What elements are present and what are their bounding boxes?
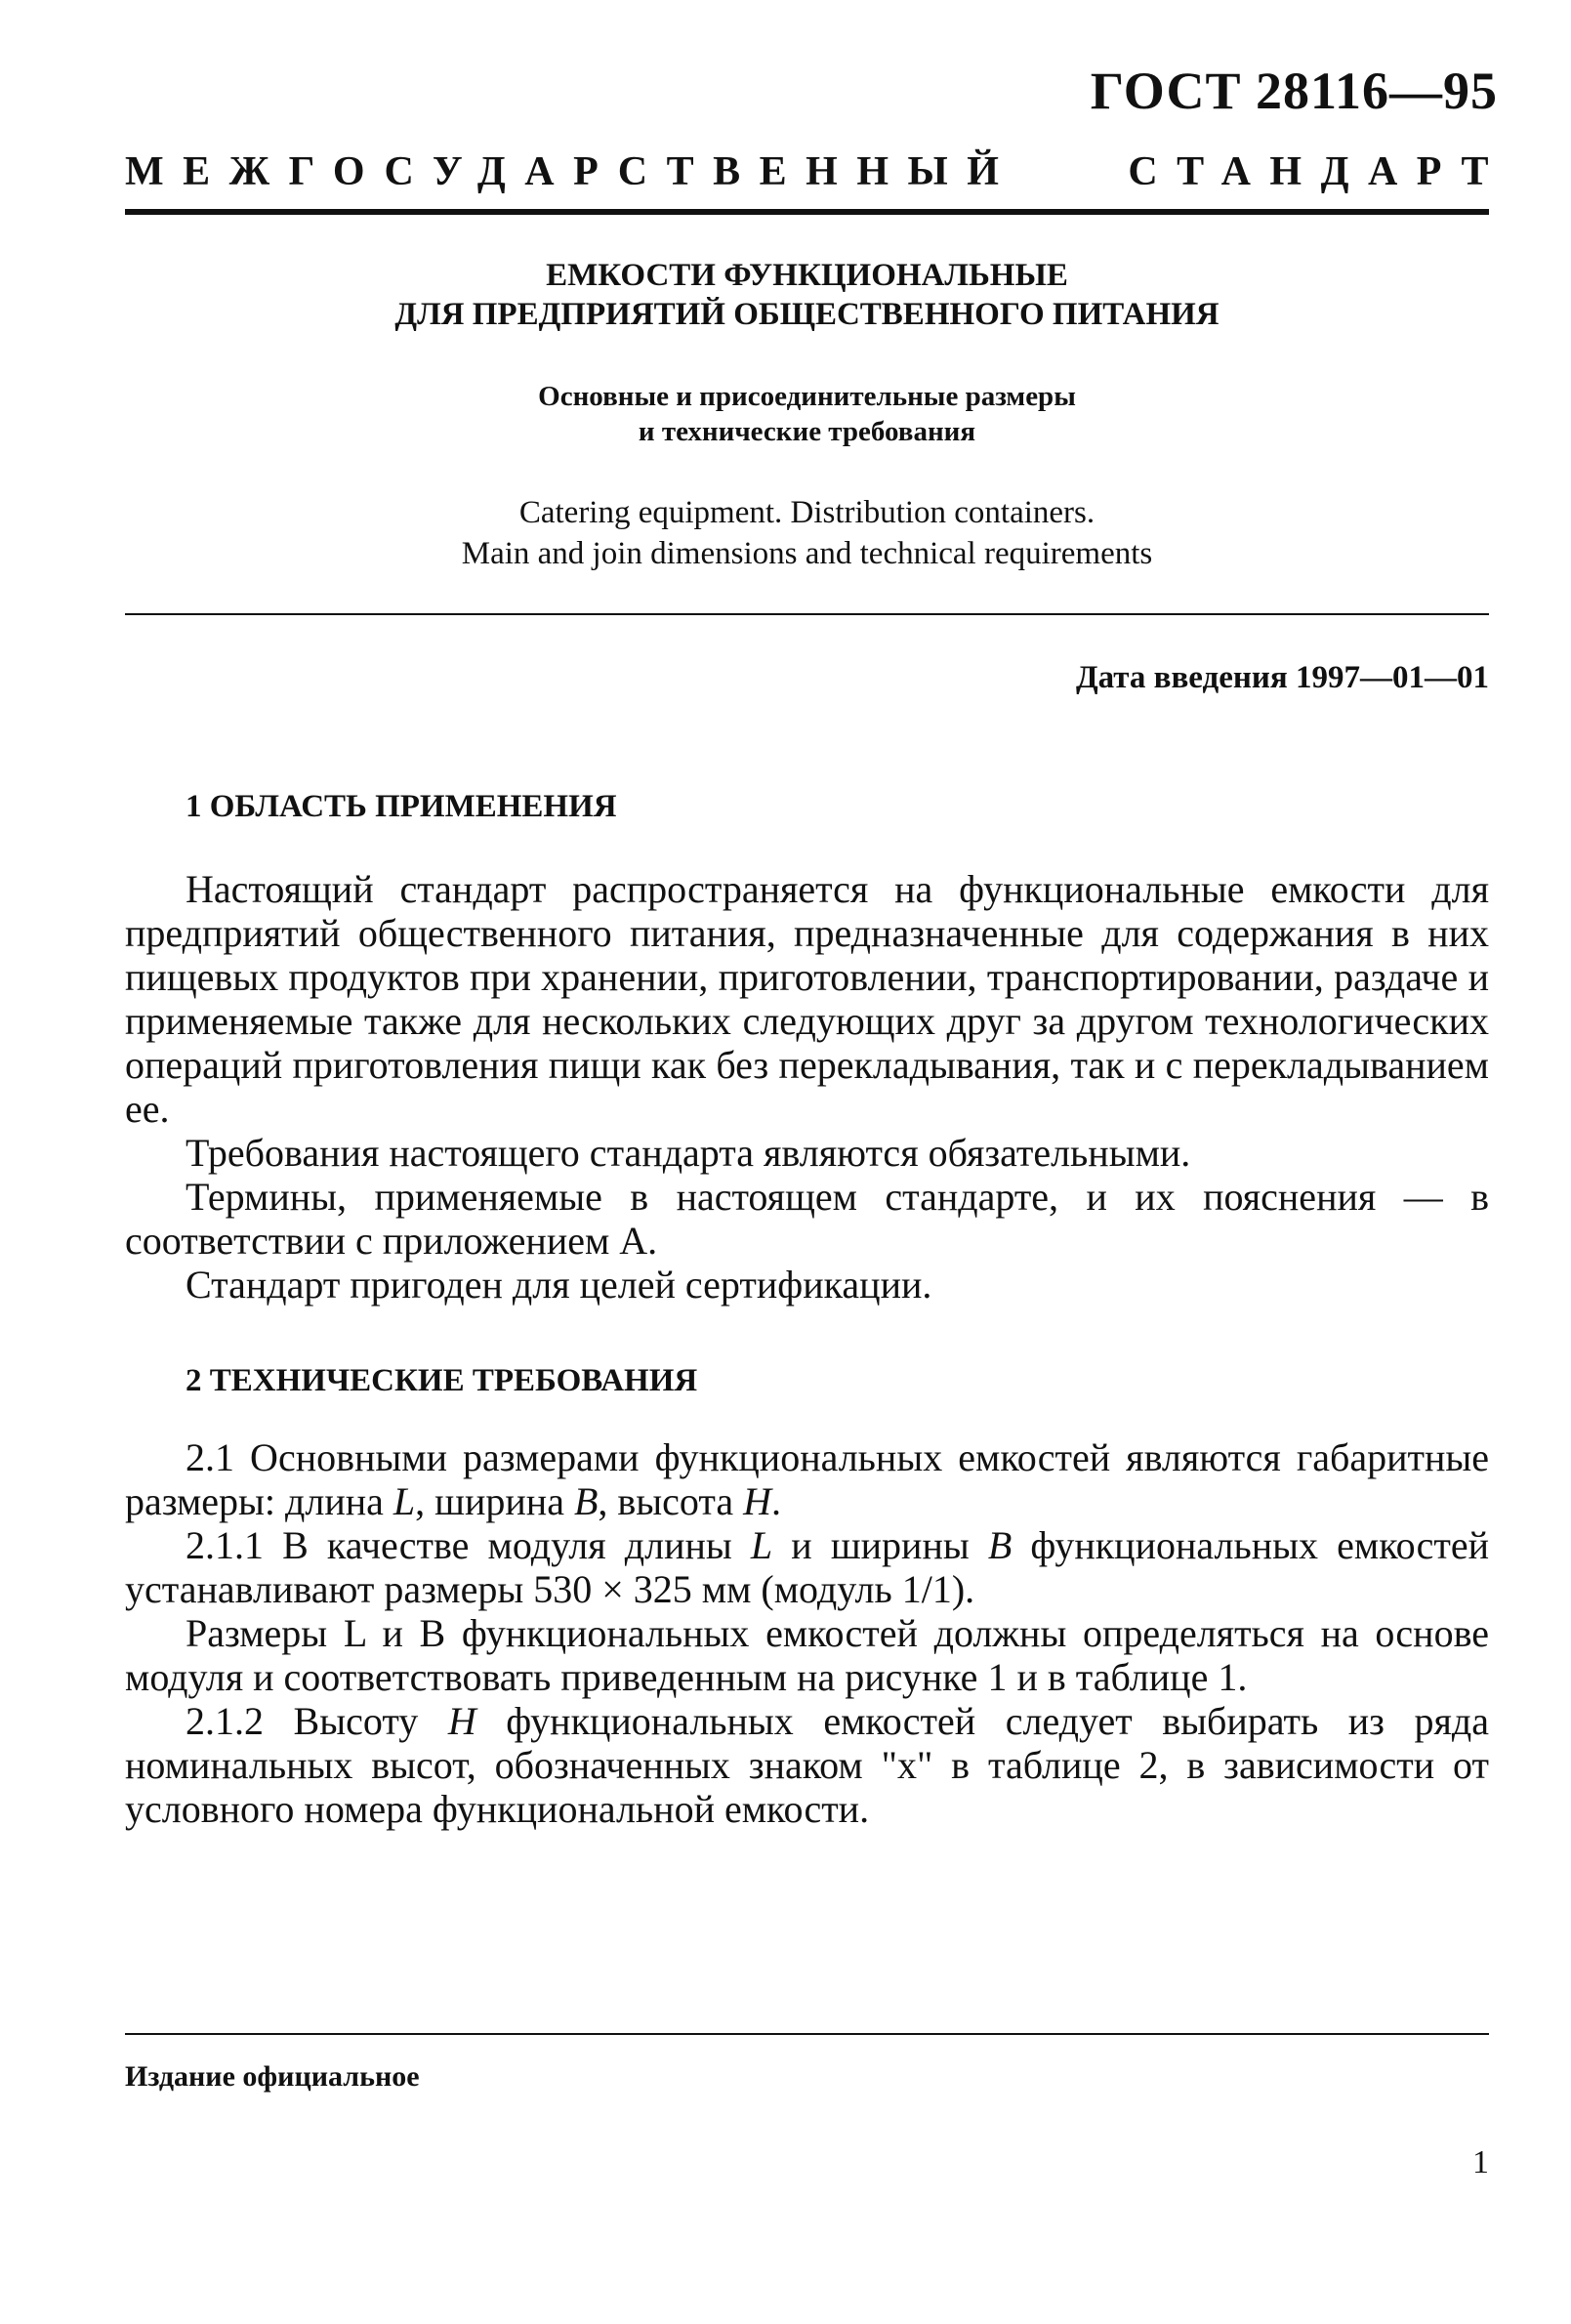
paragraph-2-1-2 [125, 1699, 1489, 1831]
text-run: функциональных емкостей устанавливают размеры 530 × 325 мм (модуль 1/1). [125, 1523, 1489, 1611]
text-run: , ширина [415, 1479, 574, 1523]
header-rule [125, 209, 1489, 215]
section-1-heading: 1 ОБЛАСТЬ ПРИМЕНЕНИЯ [186, 789, 617, 824]
english-title-line-1: Catering equipment. Distribution containers. [518, 495, 1096, 530]
english-title [125, 492, 1489, 574]
symbol-width: B [573, 1479, 599, 1523]
text-run: 2.1 Основными размерами функциональных емкостей являются габаритные размеры: длина [125, 1435, 1489, 1523]
paragraph: Требования настоящего стандарта являются обязательными. [186, 1131, 1191, 1175]
text-run: , высота [598, 1479, 744, 1523]
gost-number: ГОСТ 28116—95 [1090, 62, 1498, 120]
interstate-standard-banner [125, 148, 1508, 195]
document-title [125, 256, 1489, 334]
text-run: 2.1.1 В качестве модуля длины [186, 1523, 751, 1567]
paragraph-dimensions: Размеры L и B функциональных емкостей должны определяться на основе модуля и соответствовать приведенным на рисунке 1 и в таблице 1. [125, 1611, 1489, 1699]
text-run: . [771, 1479, 781, 1523]
interstate-word: МЕЖГОСУДАРСТВЕННЫЙ [125, 149, 1018, 194]
symbol-height: H [743, 1479, 771, 1523]
paragraph: Настоящий стандарт распространяется на функциональные емкости для предприятий общественного питания, предназначенные для содержания в них пищевых продуктов при хранении, приготовлении, транспортировании, раздаче и применяемые также для нескольких следующих друг за другом технологических операций приготовления пищи как без перекладывания, так и с перекладыванием ее. [125, 867, 1489, 1131]
footer-rule [125, 2033, 1489, 2035]
text-run: функциональных емкостей следует выбирать из ряда номинальных высот, обозначенных знаком "х" в таблице 2, в зависимости от условного номера функциональной емкости. [125, 1699, 1490, 1831]
paragraph-2-1-1 [125, 1523, 1489, 1611]
symbol-width: B [987, 1523, 1013, 1567]
title-line-2: ДЛЯ ПРЕДПРИЯТИЙ ОБЩЕСТВЕННОГО ПИТАНИЯ [394, 297, 1220, 332]
subtitle-line-1: Основные и присоединительные размеры [538, 381, 1076, 412]
official-edition-label: Издание официальное [125, 2060, 420, 2093]
page-number: 1 [1472, 2144, 1489, 2180]
paragraph-2-1 [125, 1435, 1489, 1523]
subtitle-line-2: и технические требования [638, 416, 976, 447]
section-2-heading: 2 ТЕХНИЧЕСКИЕ ТРЕБОВАНИЯ [186, 1363, 698, 1398]
paragraph: Стандарт пригоден для целей сертификации. [186, 1263, 932, 1307]
symbol-length: L [750, 1523, 773, 1567]
text-run: 2.1.2 Высоту [186, 1699, 448, 1743]
intro-date: Дата введения 1997—01—01 [1075, 660, 1489, 695]
title-line-1: ЕМКОСТИ ФУНКЦИОНАЛЬНЫЕ [546, 258, 1068, 293]
text-run: и ширины [772, 1523, 988, 1567]
title-rule [125, 613, 1489, 615]
section-1-body [125, 867, 1489, 1307]
paragraph: Термины, применяемые в настоящем стандарте, и их пояснения — в соответствии с приложением А. [125, 1175, 1489, 1263]
section-2-body [125, 1435, 1489, 1831]
standard-word: СТАНДАРТ [1128, 149, 1508, 194]
symbol-height: H [447, 1699, 476, 1743]
document-subtitle [125, 379, 1489, 449]
symbol-length: L [393, 1479, 416, 1523]
english-title-line-2: Main and join dimensions and technical requirements [461, 536, 1153, 571]
